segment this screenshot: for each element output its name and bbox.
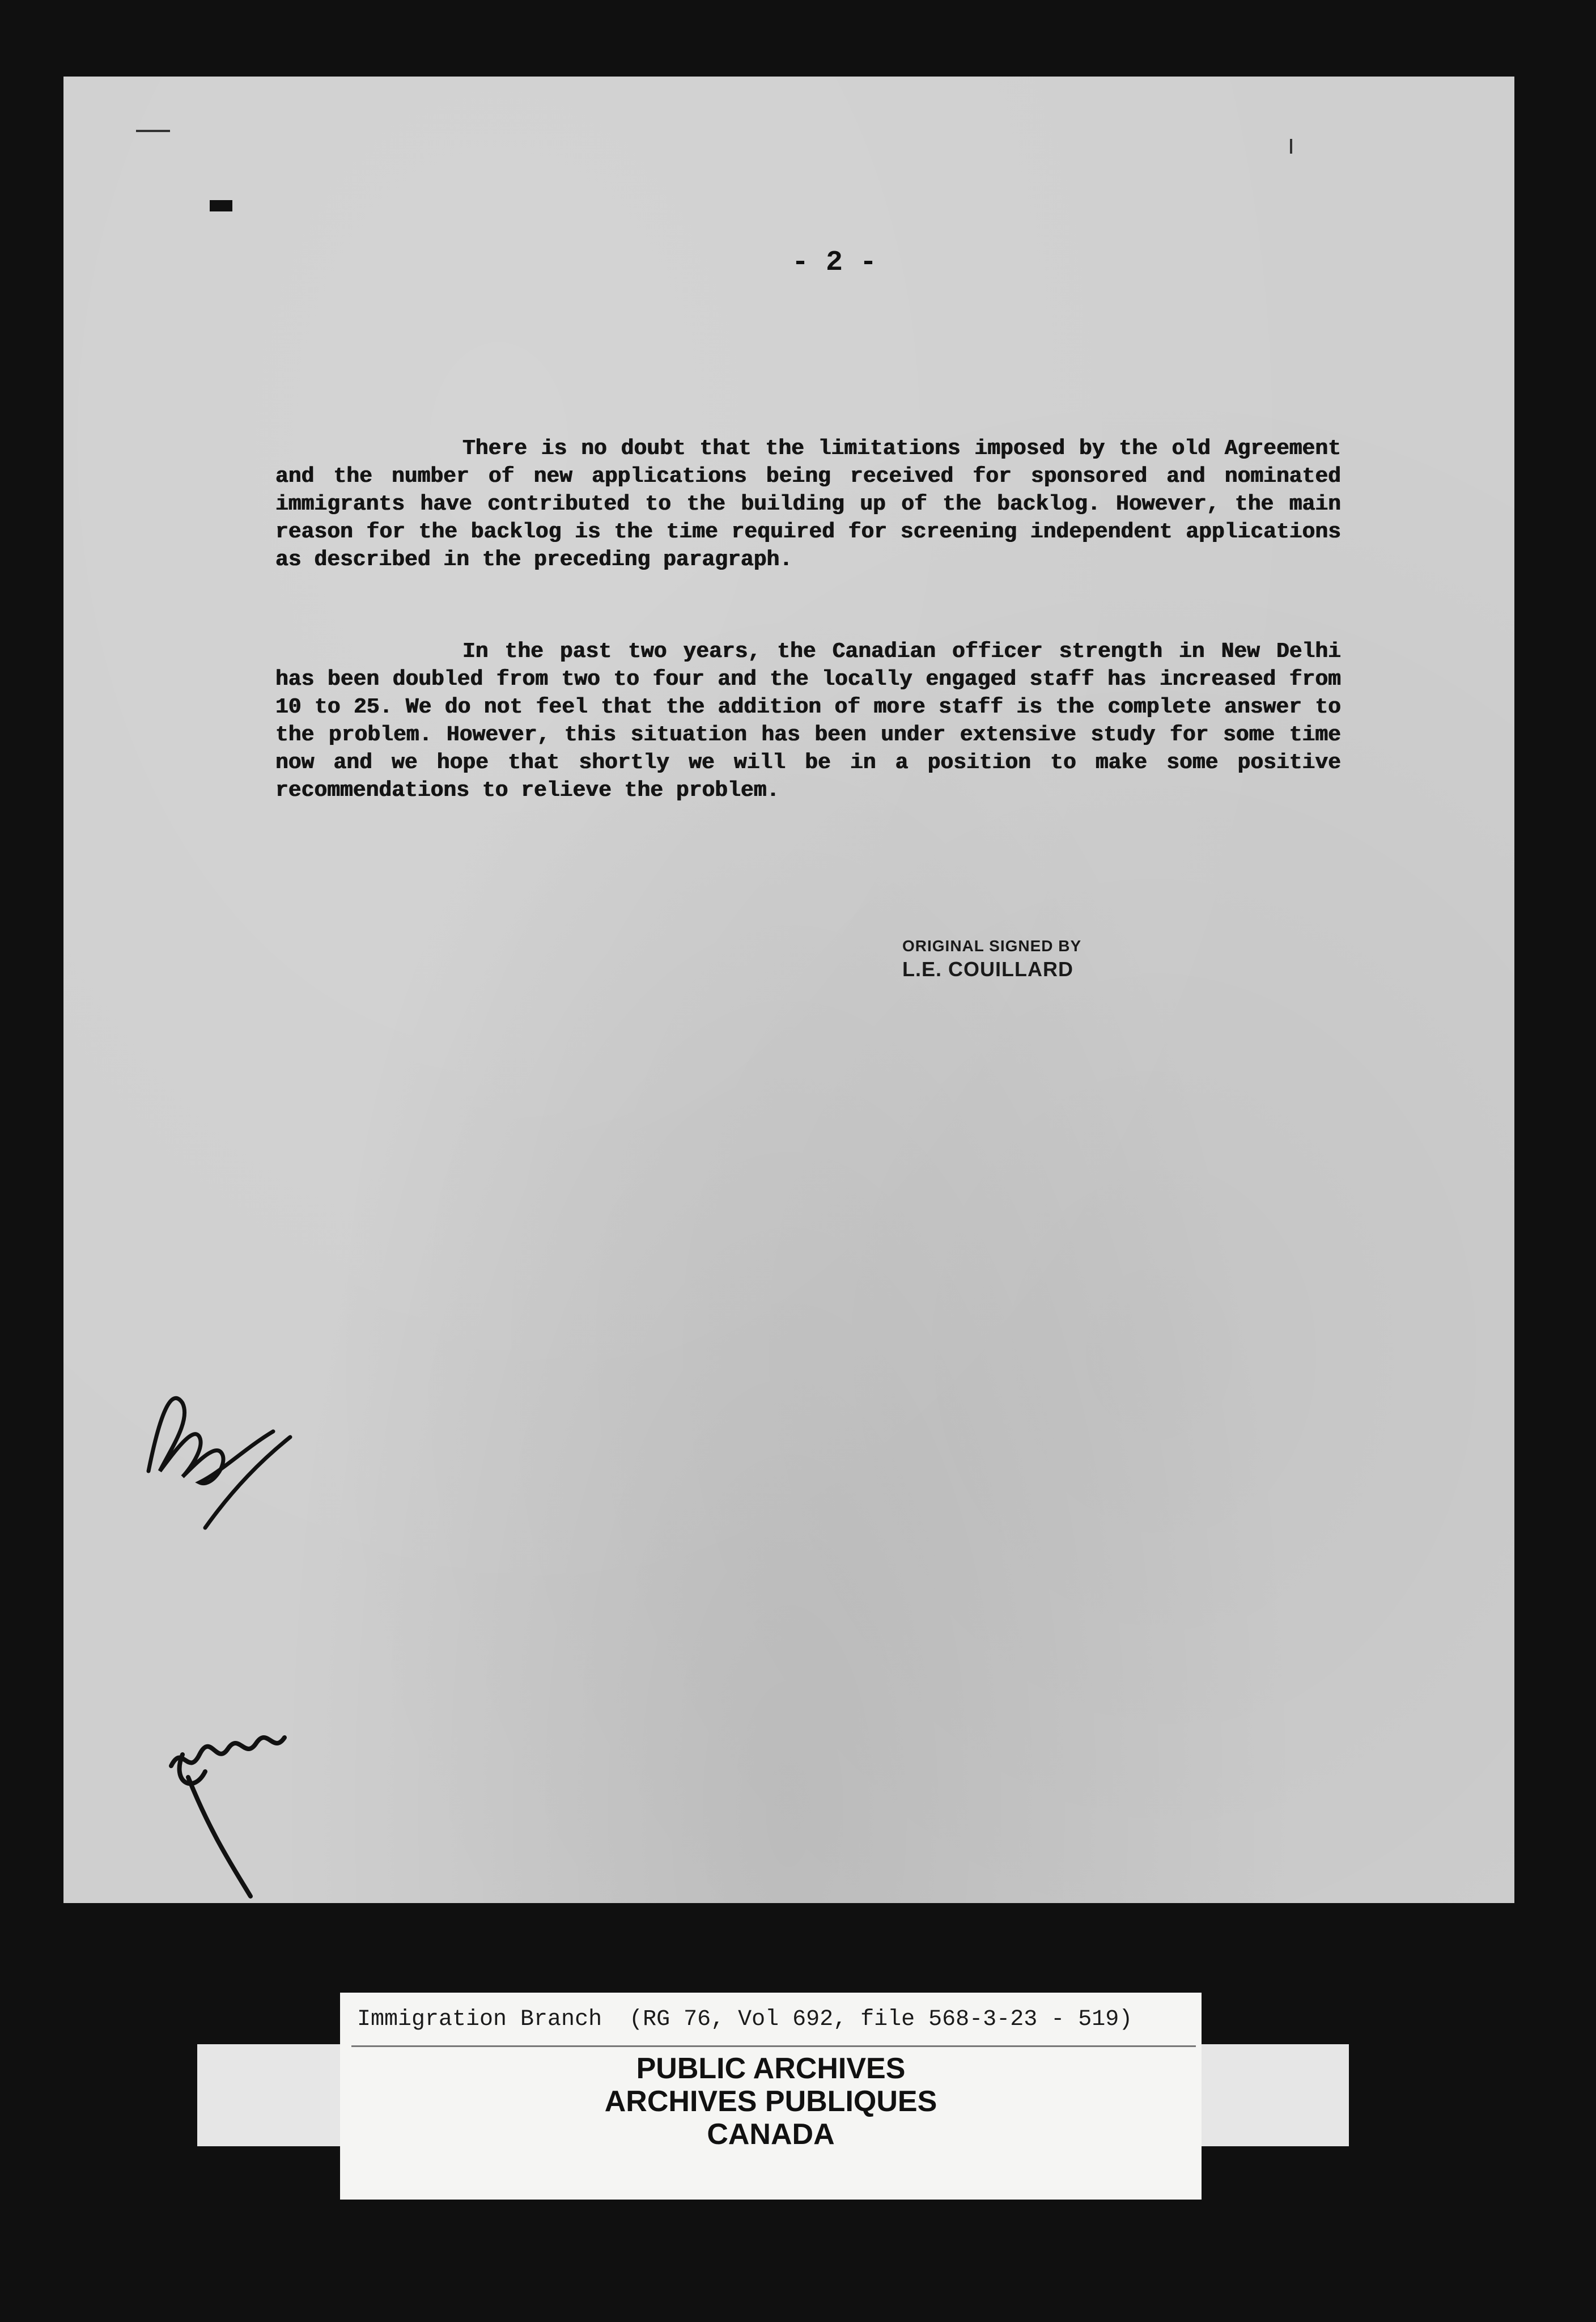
document-page <box>63 77 1514 1903</box>
label-tape-left <box>197 2044 345 2146</box>
archives-stamp <box>442 2052 1100 2151</box>
ink-speck <box>1290 139 1292 154</box>
stamp-line: ORIGINAL SIGNED BY <box>902 937 1082 955</box>
body-paragraph: There is no doubt that the limitations imposed by the old Agreement and the number of new applications being received for sponsored and nominated immigrants have contributed to the building up of the backlog. However, the main reason for the backlog is the time required for screening independent applications as described in the preceding paragraph. <box>275 437 1341 572</box>
handwritten-mark <box>148 1652 330 1903</box>
page-number: - 2 - <box>791 247 877 279</box>
ink-speck <box>136 130 170 132</box>
signature-stamp <box>902 937 1081 981</box>
ink-speck <box>210 200 232 211</box>
archives-line: ARCHIVES PUBLIQUES <box>604 2085 937 2118</box>
archives-line: PUBLIC ARCHIVES <box>636 2052 906 2085</box>
label-tape-right <box>1196 2044 1349 2146</box>
handwritten-initials <box>137 1301 319 1618</box>
stamp-signer-name: L.E. COUILLARD <box>902 957 1073 981</box>
archive-reference: Immigration Branch (RG 76, Vol 692, file 568-3-23 - 519) <box>357 2007 1133 2032</box>
body-paragraph: In the past two years, the Canadian officer strength in New Delhi has been doubled from two to four and the locally engaged staff has increased from 10 to 25. We do not feel that the addition of more staff is the complete answer to the problem. However, this situation has been under extensive study for some time now and we hope that shortly we will be in a position to make some positive recommendations to relieve the problem. <box>275 639 1341 803</box>
archives-line: CANADA <box>707 2118 835 2151</box>
divider <box>351 2045 1196 2047</box>
